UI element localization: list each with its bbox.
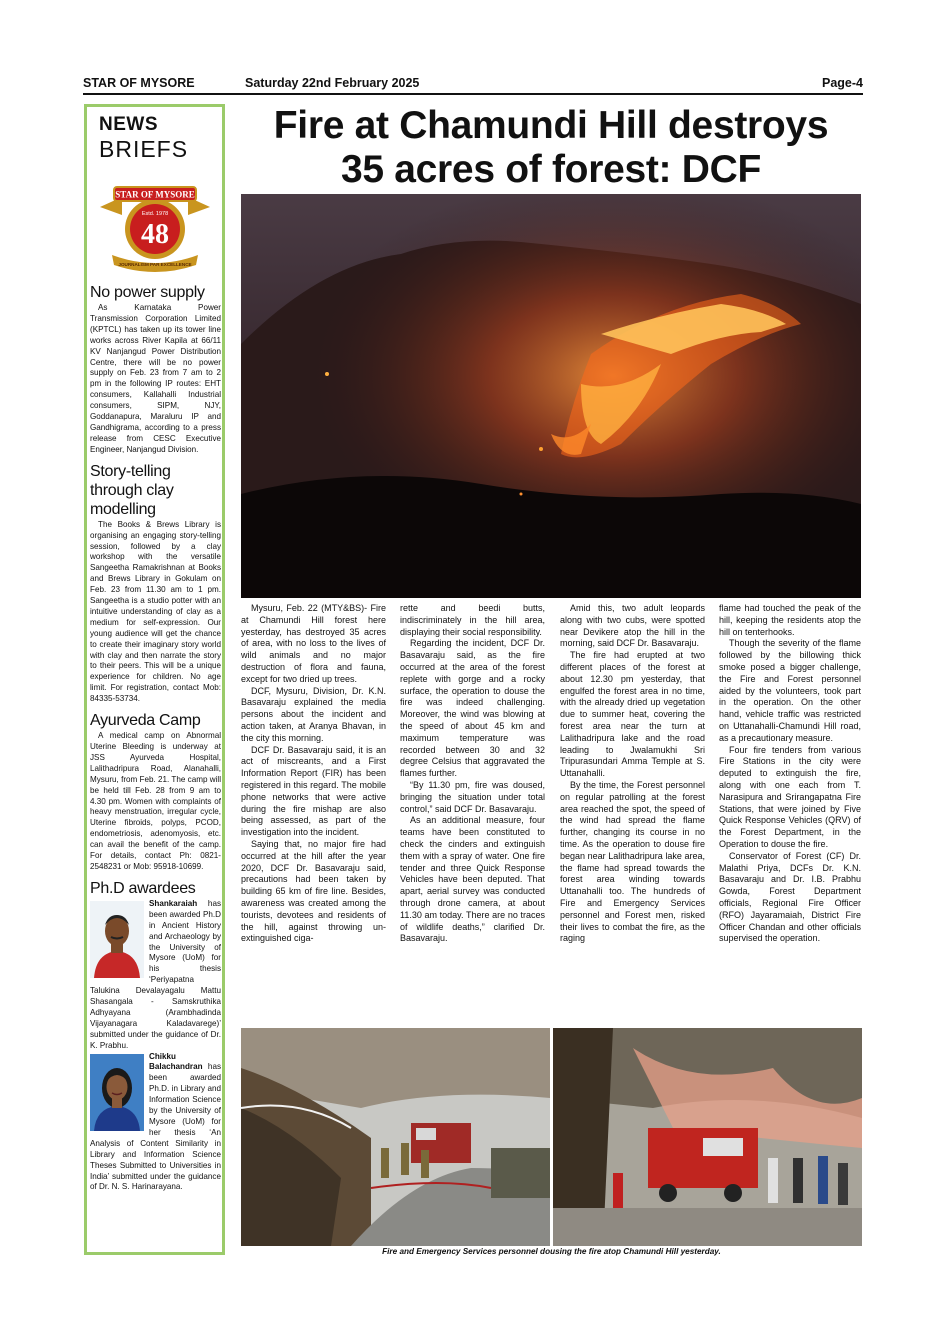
article-column-1 <box>241 603 386 945</box>
briefs-label: BRIEFS <box>99 136 189 162</box>
news-briefs-title <box>99 115 219 161</box>
article-paragraph: Saying that, no major fire had occurred at the hill after the year 2020, DCF Dr. Basavaraju said, precautions had been taken by building 65 km of fire line. Besides, awareness was created among the tourists, devotees and residents of the hill, against throwing un-extinguished ciga- <box>241 838 386 944</box>
awardee-photo-chikku-balachandran <box>90 1054 144 1131</box>
masthead-rule <box>83 93 863 95</box>
logo-number: 48 <box>141 219 169 250</box>
brief-body: As Karnataka Power Transmission Corporation Limited (KPTCL) has taken up its tower line works across River Kapila at 66/11 KV Nanjangud Power Distribution Centre, there will be no power supply on Feb. 23 from 7 am to 2 pm in the following IP routes: EHT consumers, Kallahalli Industrial consumers, SIPM, NJY, Goddanapura, Maraluru IP and Gandhigrama, according to a press release from CESC Executive Engineer, Nanjangud Division. <box>90 303 221 454</box>
news-briefs-sidebar <box>84 104 225 1255</box>
fire-tender-crowd-photo <box>553 1028 862 1246</box>
article-headline <box>240 104 862 192</box>
brief-item <box>90 462 221 705</box>
publication-name: STAR OF MYSORE <box>83 76 195 90</box>
article-paragraph: Amid this, two adult leopards along with two cubs, were spotted near Devikere atop the hill in the morning, said DCF Dr. Basavaraju. <box>560 603 705 649</box>
briefs-list <box>90 283 221 1193</box>
forest-fire-night-photo <box>241 194 861 598</box>
article-column-2 <box>400 603 545 945</box>
headline-line-2: 35 acres of forest: DCF <box>340 148 762 191</box>
article-paragraph: DCF, Mysuru, Division, Dr. K.N. Basavaraju explained the media persons about the incident and action taken, at Aranya Bhavan, in the city this morning. <box>241 685 386 743</box>
article-paragraph: rette and beedi butts, indiscriminately in the hill area, displaying their social responsibility. <box>400 603 545 637</box>
article-paragraph: The fire had erupted at two different places of the forest at about 12.30 pm yesterday, that engulfed the forest area in no time, with the already dried up vegetation due to summer heat, covering the forest area near the turn at Lalithadripura lake and the road leading to Jwalamukhi Sri Tripurasundari Amma Temple at S. Uttanahalli. <box>560 650 705 779</box>
brief-heading: Ph.D awardees <box>90 879 196 897</box>
news-label: NEWS <box>99 114 158 135</box>
article-paragraph: Regarding the incident, DCF Dr. Basavaraju said, as the fire occurred at the area of the forest replete with gorge and a rocky surface, the operation to douse the fire was indeed challenging. Moreover, the wind was blowing at the speed of about 45 km and maximum temperature was recorded between 30 and 32 degree Celsius that aggravated the flames further. <box>400 638 545 779</box>
firefighters-road-photo <box>241 1028 550 1246</box>
phd-awardee <box>90 1052 221 1194</box>
article-paragraph: flame had touched the peak of the hill, keeping the residents atop the hill on tenterhooks. <box>719 603 861 637</box>
article-column-4 <box>719 603 861 945</box>
brief-heading: No power supply <box>90 284 205 301</box>
awardee-photo-shankaraiah <box>90 901 144 978</box>
star-of-mysore-48-logo <box>92 177 218 277</box>
awardee-details: has been awarded Ph.D. in Library and Information Science by the University of Mysore (UoM) for her thesis ‘An Analysis of Content Similarity in Library and Information Science Theses Submitted to Universities in India’ submitted under the guidance of Dr. N. S. Harinarayana. <box>90 1062 221 1192</box>
awardee-name: Shankaraiah <box>149 898 198 908</box>
brief-item <box>90 283 221 456</box>
photo-caption: Fire and Emergency Services personnel dousing the fire atop Chamundi Hill yesterday. <box>382 1247 721 1256</box>
phd-awardee <box>90 899 221 1052</box>
article-column-3 <box>560 603 705 945</box>
logo-estd-text: Estd. 1978 <box>141 211 169 217</box>
article-paragraph: Mysuru, Feb. 22 (MTY&BS)- Fire at Chamundi Hill forest here yesterday, has destroyed 35 acres of area, with no loss to the lives of wild animals and no major destruction of flora and fauna, except for two dried up trees. <box>241 603 386 684</box>
awardee-details: has been awarded Ph.D in Ancient History and Archaeology by the University of Mysore (UoM) for his thesis ‘Periyapatna Talukina Devalayagalu Mattu Shasangala - Samskruthika Adhyayana (Arambhadinda Vijayanagara Kaladavarege)’ submitted under the guidance of Dr. K. Prabhu. <box>90 898 221 1050</box>
brief-item <box>90 711 221 873</box>
headline-line-1: Fire at Chamundi Hill destroys <box>273 104 829 147</box>
awardee-name: Chikku Balachandran <box>149 1051 203 1072</box>
brief-heading: Story-telling through clay modelling <box>90 462 174 518</box>
article-paragraph: Four fire tenders from various Fire Stations in the city were deputed to extinguish the fire, along with one each from T. Narasipura and Srirangapatna Fire Stations, that were joined by Five Quick Response Vehicles (QRV) of the Forest Department, in the Operation to douse the fire. <box>719 744 861 849</box>
logo-banner-text: STAR OF MYSORE <box>115 189 195 200</box>
issue-date: Saturday 22nd February 2025 <box>245 76 420 90</box>
brief-body: The Books & Brews Library is organising an engaging story-telling session, followed by a clay workshop with the versatile Sangeetha Ramakrishnan at Books and Brews Library in Gokulam on Feb. 23 from 11.30 am to 1 pm. Sangeetha is a studio potter with an intuitive understanding of clay as a medium for self-expression. Our young audience will get the chance to create their imaginary story world with clay and then narrate the story to their peers. This will be a unique experience for children. No age limit. For registration, contact Mob: 84335-53734. <box>90 519 221 704</box>
article-paragraph: By the time, the Forest personnel on regular patrolling at the forest area reached the spot, the speed of the wind had spread the flame further, changing its course in no time. As the operation to douse fire began near Lalithadripura lake area, the flame had spread towards the forest area winding towards Uttanahalli too. The hundreds of Fire and Emergency Services personnel and Forest men, risked their lives to combat the fire, as the raging <box>560 779 705 944</box>
article-paragraph: As an additional measure, four teams have been constituted to check the cinders and extinguish them with a spray of water. One fire tender and three Quick Response Vehicles have been deputed. That apart, aerial survey was conducted through drone camera, at about 11.30 am today. There are no traces of wildlife deaths,” clarified Dr. Basavaraju. <box>400 815 545 944</box>
page-number: Page-4 <box>822 76 863 90</box>
article-paragraph: “By 11.30 pm, fire was doused, bringing the situation under total control,” said DCF Dr. Basavaraju. <box>400 779 545 814</box>
logo-ribbon-text: JOURNALISM PAR EXCELLENCE <box>118 262 192 267</box>
brief-heading: Ayurveda Camp <box>90 712 201 730</box>
phd-awardees-section <box>90 879 221 1193</box>
article-paragraph: Conservator of Forest (CF) Dr. Malathi Priya, DCFs Dr. K.N. Basavaraju and Dr. I.B. Prabhu Gowda, Forest Department officials, Regional Fire Officer (RFO) Jayaramaiah, District Fire Officer Chandan and other officials supervised the operation. <box>719 850 861 944</box>
article-paragraph: Though the severity of the flame followed by the billowing thick smoke posed a bigger challenge, the Fire and Forest personnel aided by the volunteers, took part in the operation. On the other hand, vehicle traffic was restricted on Uttanahalli-Chamundi Hill road, as a precautionary measure. <box>719 638 861 743</box>
article-paragraph: DCF Dr. Basavaraju said, it is an act of miscreants, and a First Information Report (FIR) has been registered in this regard. The mobile phone networks that were active during the fire mishap are also being assessed, as part of the investigation into the incident. <box>241 744 386 838</box>
brief-body: A medical camp on Abnormal Uterine Bleeding is underway at JSS Ayurveda Hospital, Lalithadripura Road, Alanahalli, Mysuru, from Feb. 21. The camp will be held till Feb. 28 from 9 am to 4.30 pm. Women with complaints of heavy menstruation, irregular cycle, Uterine fibroids, polyps, PCOD, endometriosis, adenomyosis, etc. can avail the benefit of the camp. For details, contact Ph: 0821-2548231 or Mob: 95918-10699. <box>90 731 221 871</box>
masthead <box>83 76 863 92</box>
